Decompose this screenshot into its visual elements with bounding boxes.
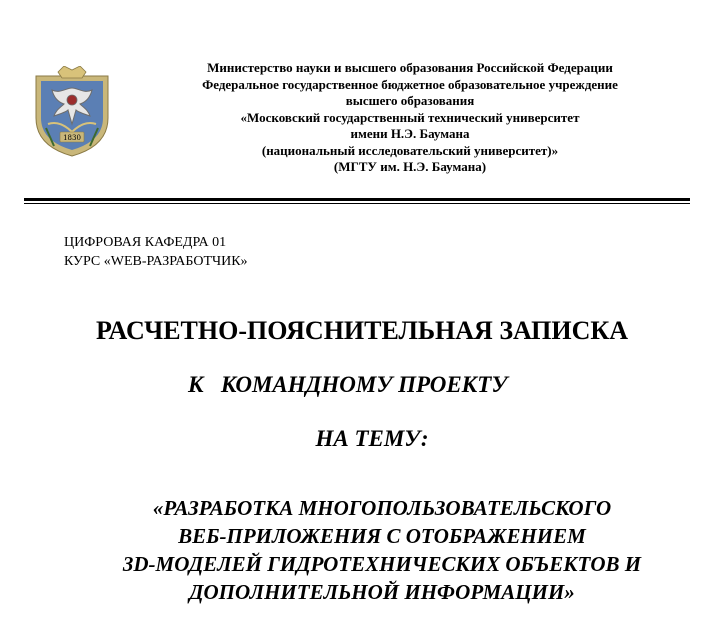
university-status-line: (национальный исследовательский университет)» <box>261 142 559 158</box>
topic-line: ДОПОЛНИТЕЛЬНОЙ ИНФОРМАЦИИ» <box>189 580 575 604</box>
institution-type-line: Федеральное государственное бюджетное образовательное учреждение <box>202 76 618 92</box>
header-divider-thin <box>24 203 690 204</box>
document-title: РАСЧЕТНО-ПОЯСНИТЕЛЬНАЯ ЗАПИСКА <box>95 316 629 345</box>
emblem-year: 1830 <box>63 134 81 142</box>
topic-line: «РАЗРАБОТКА МНОГОПОЛЬЗОВАТЕЛЬСКОГО <box>152 496 612 520</box>
ministry-line: Министерство науки и высшего образования Российской Федерации <box>207 60 613 75</box>
university-name-line: «Московский государственный технический университет <box>240 109 580 125</box>
department-name: ЦИФРОВАЯ КАФЕДРА 01 <box>64 235 227 250</box>
institution-header <box>140 60 680 176</box>
topic-line: 3D-МОДЕЛЕЙ ГИДРОТЕХНИЧЕСКИХ ОБЪЕКТОВ И <box>122 552 642 576</box>
course-name: КУРС «WEB-РАЗРАБОТЧИК» <box>64 254 248 269</box>
education-level-line: высшего образования <box>345 93 475 108</box>
university-abbreviation-line: (МГТУ им. Н.Э. Баумана) <box>333 159 487 174</box>
topic-label: НА ТЕМУ: <box>315 426 429 451</box>
header-divider-thick <box>24 198 690 201</box>
university-named-after-line: имени Н.Э. Баумана <box>350 126 470 141</box>
document-subtitle: К КОМАНДНОМУ ПРОЕКТУ <box>188 372 508 397</box>
project-topic <box>40 494 724 606</box>
university-coat-of-arms-icon <box>30 66 114 158</box>
department-info <box>64 233 248 271</box>
topic-line: ВЕБ-ПРИЛОЖЕНИЯ С ОТОБРАЖЕНИЕМ <box>178 524 586 548</box>
